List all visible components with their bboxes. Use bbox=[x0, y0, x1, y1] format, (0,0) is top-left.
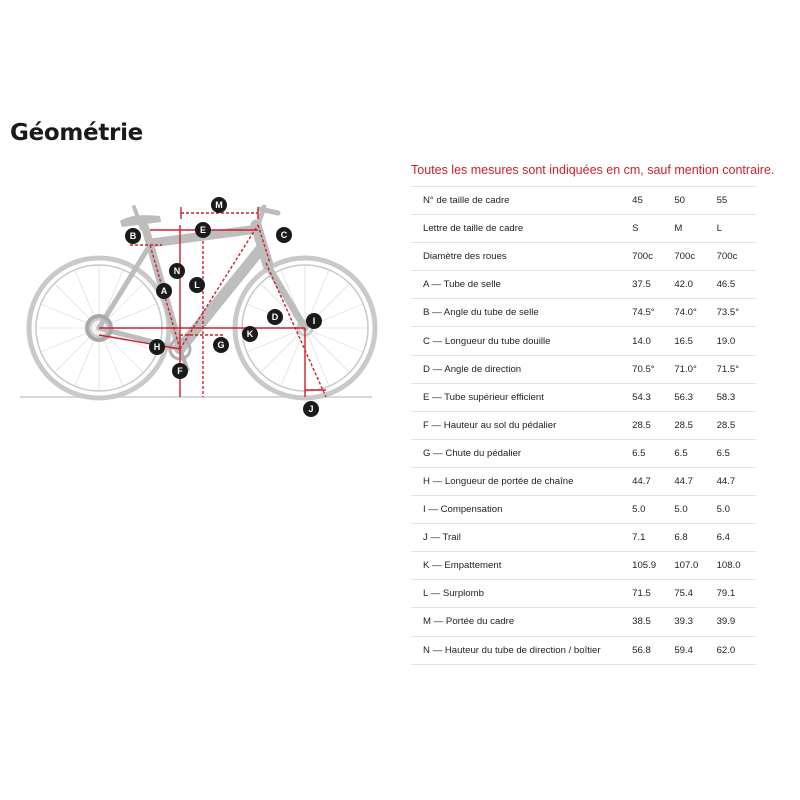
row-value: 108.0 bbox=[715, 552, 756, 580]
marker-e bbox=[195, 222, 211, 238]
table-row bbox=[411, 327, 756, 355]
page-title: Géométrie bbox=[10, 120, 143, 146]
table-row bbox=[411, 383, 756, 411]
row-value: 73.5° bbox=[715, 299, 756, 327]
row-value: 5.0 bbox=[672, 496, 714, 524]
table-row bbox=[411, 299, 756, 327]
row-value: 74.0° bbox=[672, 299, 714, 327]
row-value: 42.0 bbox=[672, 271, 714, 299]
row-value: 105.9 bbox=[630, 552, 672, 580]
row-value: 54.3 bbox=[630, 383, 672, 411]
row-value: 58.3 bbox=[715, 383, 756, 411]
row-value: 7.1 bbox=[630, 524, 672, 552]
table-row bbox=[411, 271, 756, 299]
row-label: N° de taille de cadre bbox=[411, 187, 630, 215]
row-value: 59.4 bbox=[672, 636, 714, 664]
marker-g bbox=[213, 337, 229, 353]
row-value: 6.5 bbox=[715, 439, 756, 467]
marker-n bbox=[169, 263, 185, 279]
row-value: 6.5 bbox=[672, 439, 714, 467]
marker-h bbox=[149, 339, 165, 355]
row-value: 28.5 bbox=[672, 411, 714, 439]
row-label: E — Tube supérieur efficient bbox=[411, 383, 630, 411]
row-label: L — Surplomb bbox=[411, 580, 630, 608]
row-value: 74.5° bbox=[630, 299, 672, 327]
row-value: 44.7 bbox=[630, 467, 672, 495]
marker-c bbox=[276, 227, 292, 243]
row-label: B — Angle du tube de selle bbox=[411, 299, 630, 327]
geometry-table-body bbox=[411, 187, 756, 665]
svg-text:K: K bbox=[246, 329, 254, 339]
marker-j bbox=[303, 401, 319, 417]
table-row bbox=[411, 243, 756, 271]
row-value: 62.0 bbox=[715, 636, 756, 664]
marker-k bbox=[242, 326, 258, 342]
row-value: 46.5 bbox=[715, 271, 756, 299]
svg-text:C: C bbox=[280, 230, 288, 240]
row-value: 19.0 bbox=[715, 327, 756, 355]
table-row bbox=[411, 552, 756, 580]
table-row bbox=[411, 580, 756, 608]
row-value: 56.3 bbox=[672, 383, 714, 411]
row-label: N — Hauteur du tube de direction / boîtier bbox=[411, 636, 630, 664]
row-value: 700c bbox=[672, 243, 714, 271]
table-row bbox=[411, 467, 756, 495]
row-value: 56.8 bbox=[630, 636, 672, 664]
table-row bbox=[411, 496, 756, 524]
row-label: G — Chute du pédalier bbox=[411, 439, 630, 467]
row-value: 14.0 bbox=[630, 327, 672, 355]
row-value: 71.5 bbox=[630, 580, 672, 608]
svg-text:H: H bbox=[153, 342, 161, 352]
row-label: H — Longueur de portée de chaîne bbox=[411, 467, 630, 495]
svg-text:G: G bbox=[217, 340, 225, 350]
row-value: 70.5° bbox=[630, 355, 672, 383]
row-label: A — Tube de selle bbox=[411, 271, 630, 299]
row-value: 700c bbox=[715, 243, 756, 271]
row-label: Lettre de taille de cadre bbox=[411, 215, 630, 243]
marker-l bbox=[189, 277, 205, 293]
row-label: K — Empattement bbox=[411, 552, 630, 580]
svg-text:B: B bbox=[129, 231, 137, 241]
row-value: 71.0° bbox=[672, 355, 714, 383]
svg-text:M: M bbox=[215, 200, 223, 210]
table-row bbox=[411, 608, 756, 636]
bike-geometry-diagram bbox=[20, 185, 380, 425]
table-row bbox=[411, 215, 756, 243]
row-value: 75.4 bbox=[672, 580, 714, 608]
row-value: 44.7 bbox=[715, 467, 756, 495]
svg-text:J: J bbox=[308, 404, 314, 414]
row-value: L bbox=[715, 215, 756, 243]
row-label: D — Angle de direction bbox=[411, 355, 630, 383]
row-label: F — Hauteur au sol du pédalier bbox=[411, 411, 630, 439]
row-label: Diamètre des roues bbox=[411, 243, 630, 271]
row-label: C — Longueur du tube douille bbox=[411, 327, 630, 355]
row-value: 6.8 bbox=[672, 524, 714, 552]
row-label: J — Trail bbox=[411, 524, 630, 552]
table-row bbox=[411, 439, 756, 467]
row-value: 50 bbox=[672, 187, 714, 215]
geometry-table bbox=[411, 186, 756, 665]
row-value: 107.0 bbox=[672, 552, 714, 580]
row-value: 28.5 bbox=[715, 411, 756, 439]
row-label: I — Compensation bbox=[411, 496, 630, 524]
marker-i bbox=[306, 313, 322, 329]
svg-text:A: A bbox=[160, 286, 168, 296]
units-note: Toutes les mesures sont indiquées en cm, sauf mention contraire. bbox=[411, 163, 775, 177]
row-value: 44.7 bbox=[672, 467, 714, 495]
row-value: 38.5 bbox=[630, 608, 672, 636]
marker-b bbox=[125, 228, 141, 244]
marker-m bbox=[211, 197, 227, 213]
table-row bbox=[411, 411, 756, 439]
marker-a bbox=[156, 283, 172, 299]
row-value: 79.1 bbox=[715, 580, 756, 608]
row-value: 6.4 bbox=[715, 524, 756, 552]
svg-text:D: D bbox=[271, 312, 279, 322]
table-row bbox=[411, 187, 756, 215]
marker-f bbox=[172, 363, 188, 379]
row-label: M — Portée du cadre bbox=[411, 608, 630, 636]
svg-text:E: E bbox=[199, 225, 207, 235]
table-row bbox=[411, 524, 756, 552]
table-row bbox=[411, 636, 756, 664]
row-value: S bbox=[630, 215, 672, 243]
row-value: 71.5° bbox=[715, 355, 756, 383]
row-value: 6.5 bbox=[630, 439, 672, 467]
row-value: 5.0 bbox=[715, 496, 756, 524]
row-value: 45 bbox=[630, 187, 672, 215]
row-value: 5.0 bbox=[630, 496, 672, 524]
row-value: 37.5 bbox=[630, 271, 672, 299]
marker-d bbox=[267, 309, 283, 325]
row-value: 55 bbox=[715, 187, 756, 215]
table-row bbox=[411, 355, 756, 383]
svg-text:I: I bbox=[312, 316, 316, 326]
svg-text:F: F bbox=[177, 366, 183, 376]
row-value: 700c bbox=[630, 243, 672, 271]
row-value: 16.5 bbox=[672, 327, 714, 355]
row-value: M bbox=[672, 215, 714, 243]
svg-text:L: L bbox=[194, 280, 200, 290]
row-value: 39.3 bbox=[672, 608, 714, 636]
svg-text:N: N bbox=[173, 266, 181, 276]
row-value: 39.9 bbox=[715, 608, 756, 636]
row-value: 28.5 bbox=[630, 411, 672, 439]
